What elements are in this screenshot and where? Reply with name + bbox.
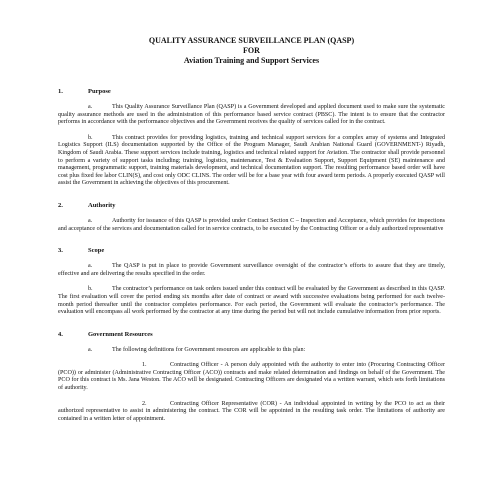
section-3-title: Scope — [88, 247, 105, 255]
section-1-heading — [58, 88, 445, 96]
title-line-1: QUALITY ASSURANCE SURVEILLANCE PLAN (QASP) — [148, 36, 355, 45]
section-2-number: 2. — [58, 201, 63, 209]
section-4-heading — [58, 331, 445, 339]
para-label: a. — [88, 217, 93, 224]
section-3-number: 3. — [58, 247, 63, 255]
section-1 — [58, 88, 445, 188]
section-2-para-a — [58, 218, 445, 233]
document-title — [58, 36, 445, 66]
section-2-heading — [58, 202, 445, 210]
section-3 — [58, 247, 445, 317]
para-label: a. — [88, 346, 93, 353]
para-label: b. — [88, 134, 93, 141]
para-label: a. — [88, 104, 93, 110]
para-label: b. — [88, 286, 93, 293]
section-4-number: 4. — [58, 330, 63, 338]
section-4-title: Government Resources — [88, 330, 153, 338]
para-text: Contracting Officer - A person duly appointed with the authority to enter into (Procuring Contracting Officer (PCO)) or administer (Administrative Contracting Officer (ACO)) contracts and make related determination and findings on behalf of the Government. The PCO for this contract is Ms. Jana Weston. The ACO will be designated. Contracting Officers are designated via a written warrant, which sets forth limitations of authority. — [58, 362, 445, 392]
para-text: The following definitions for Government resources are applicable to this plan: — [112, 346, 306, 353]
para-text: This Quality Assurance Surveillance Plan (QASP) is a Government developed and applied document used to make sure the systematic quality assurance methods are used in the administration of this performance based service contract (PBSC). The intent is to ensure that the contractor performs in accordance with the performance objectives and the Government receives the quality of services called for in the contract. — [58, 104, 445, 126]
para-text: Contracting Officer Representative (COR) - An individual appointed in writing by the PCO to act as their authorized representative to assist in administering the contract. The COR will be appointed in the resulting task order. The limitations of authority are contained in a written letter of appointment. — [58, 400, 445, 422]
section-4 — [58, 331, 445, 424]
section-1-number: 1. — [58, 88, 63, 95]
section-4-para-a — [58, 347, 445, 355]
section-1-title: Purpose — [88, 88, 111, 95]
title-line-3: Aviation Training and Support Services — [183, 56, 320, 65]
para-label: 1. — [142, 362, 147, 369]
section-3-para-b — [58, 286, 445, 316]
section-1-para-b — [58, 135, 445, 188]
section-3-para-a — [58, 263, 445, 278]
section-3-heading — [58, 247, 445, 255]
para-label: 2. — [142, 400, 147, 407]
para-label: a. — [88, 263, 93, 270]
para-text: This contract provides for providing logistics, training and technical support services for a complex array of systems and Integrated Logistics Support (ILS) documentation supported by the Office of the Program Manager, Saudi Arabian National Guard (GOVERNMENT-) Riyadh, Kingdom of Saudi Arabia. These support services include training, logistics and technical related support for Aviation. The contractor shall provide personnel to perform a variety of support tasks including; training, logistics, maintenance, Test & Evaluation Support, Support Equipment (SE) maintenance and management, programmatic support, training materials development, and technical documentation support. The resulting performance based order will have cost plus fixed fee labor CLIN(S), and cost only ODC CLINS. The order will be for a base year with four award term periods. A properly executed QASP will assist the Government in achieving the objectives of this procurement. — [58, 134, 445, 187]
section-1-para-a — [58, 104, 445, 127]
section-2-title: Authority — [88, 201, 116, 209]
section-4-para-1 — [58, 362, 445, 392]
para-text: Authority for issuance of this QASP is provided under Contract Section C – Inspection and Acceptance, which provides for inspections and acceptance of the services and documentation called for in service contracts, to be executed by the Contracting Officer or a duly authorized representative — [58, 217, 445, 232]
section-2 — [58, 202, 445, 233]
para-text: The QASP is put in place to provide Government surveillance oversight of the contractor’s efforts to assure that they are timely, effective and are delivering the results specified in the order. — [58, 263, 445, 277]
section-4-para-2 — [58, 401, 445, 424]
para-text: The contractor’s performance on task orders issued under this contract will be evaluated by the Government as described in this QASP. The first evaluation will cover the period ending six months after date of contract or award with successive evaluations being performed for each twelve-month period thereafter until the contractor completes performance. For each period, the Government will evaluate the contractor’s performance. The evaluation will encompass all work performed by the contractor at any time during the period but will not include cumulative information from prior reports. — [58, 286, 445, 316]
title-line-2: FOR — [243, 46, 260, 55]
